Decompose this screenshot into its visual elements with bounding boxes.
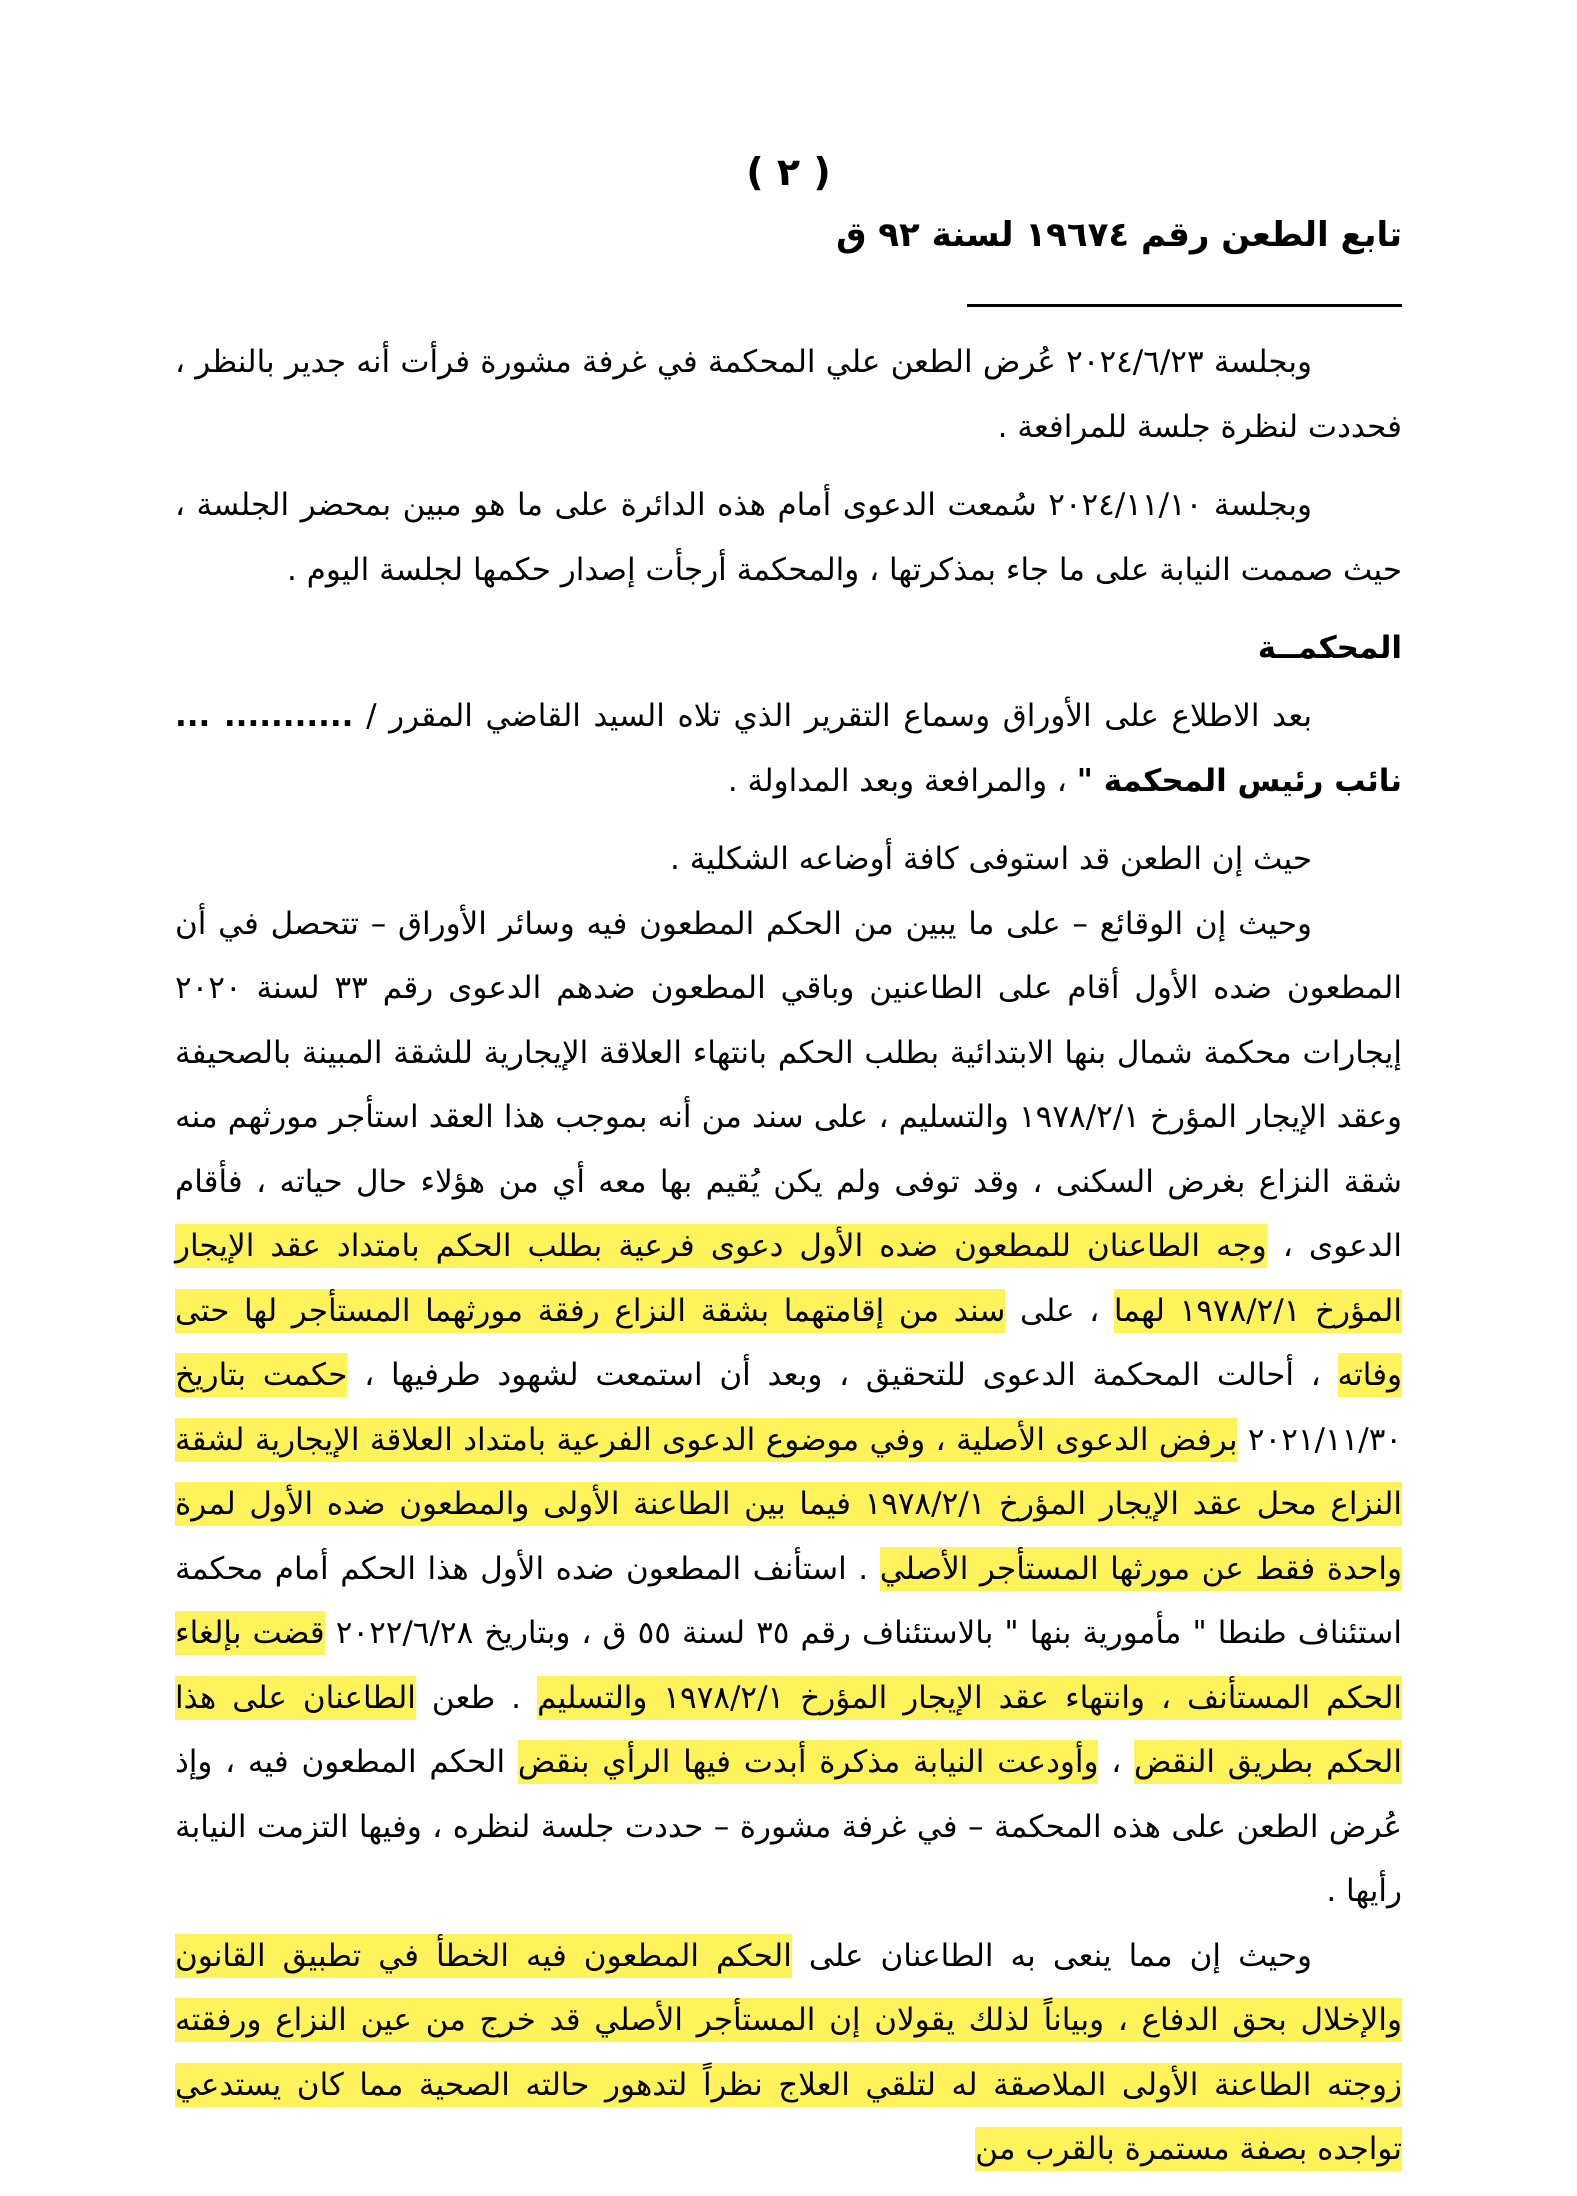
- facts-text-b: ، على: [1005, 1292, 1114, 1329]
- judge-title: ........... ... نائب رئيس المحكمة ": [175, 698, 1402, 799]
- highlight-ruled-on: حكمت بتاريخ: [175, 1353, 347, 1397]
- facts-text-g: ،: [1098, 1744, 1134, 1780]
- highlight-cassation: الطاعنان على هذا الحكم بطريق النقض: [175, 1676, 1402, 1785]
- highlight-prosecution: وأودعت النيابة مذكرة أبدت فيها الرأي بنقض: [518, 1740, 1099, 1784]
- page-number: ( ٢ ): [746, 150, 831, 194]
- paragraph-facts: [175, 892, 1402, 1924]
- facts-text-f: . طعن: [415, 1679, 538, 1716]
- document-body: [175, 330, 1402, 2196]
- facts-text-d: ٢٠٢١/١١/٣٠: [1237, 1421, 1402, 1458]
- facts-text-h: الحكم المطعون فيه ، وإذ عُرض الطعن على هذه المحكمة – في غرفة مشورة – حددت جلسة لنظره ، وفيها التزمت النيابة رأيها .: [175, 1744, 1402, 1909]
- paragraph-grounds: [175, 1924, 1402, 2182]
- case-title: تابع الطعن رقم ١٩٦٧٤ لسنة ٩٢ ق: [836, 215, 1402, 255]
- review-text-2: ، والمرافعة وبعد المداولة .: [727, 762, 1077, 799]
- paragraph-formal: حيث إن الطعن قد استوفى كافة أوضاعه الشكلية .: [670, 841, 1312, 877]
- review-text-1: بعد الاطلاع على الأوراق وسماع التقرير الذي تلاه السيد القاضي المقرر /: [353, 698, 1312, 734]
- highlight-counterclaim: وجه الطاعنان للمطعون ضده الأول دعوى فرعية بطلب الحكم بامتداد عقد الإيجار المؤرخ ١٩٧٨/٢/١ لهما: [175, 1224, 1402, 1333]
- highlight-residence: سند من إقامتهما بشقة النزاع رفقة مورثهما المستأجر لها حتى وفاته: [175, 1289, 1402, 1398]
- highlight-first-ruling: برفض الدعوى الأصلية ، وفي موضوع الدعوى الفرعية بامتداد العلاقة الإيجارية لشقة النزاع محل عقد الإيجار المؤرخ ١٩٧٨/٢/١ فيما بين الطاعنة الأولى والمطعون ضده الأول لمرة واحدة فقط عن مورثها المستأجر الأصلي: [175, 1418, 1402, 1591]
- paragraph-hearing-2: وبجلسة ٢٠٢٤/١١/١٠ سُمعت الدعوى أمام هذه الدائرة على ما هو مبين بمحضر الجلسة ، حيث صممت النيابة على ما جاء بمذكرتها ، والمحكمة أرجأت إصدار حكمها لجلسة اليوم .: [175, 487, 1402, 588]
- highlight-grounds: الحكم المطعون فيه الخطأ في تطبيق القانون والإخلال بحق الدفاع ، وبياناً لذلك يقولان إن المستأجر الأصلي قد خرج من عين النزاع ورفقته زوجته الطاعنة الأولى الملاصقة له لتلقي العلاج نظراً لتدهور حالته الصحية مما كان يستدعي تواجده بصفة مستمرة بالقرب من: [175, 1934, 1402, 2172]
- highlight-appeal-ruling: قضت بإلغاء الحكم المستأنف ، وانتهاء عقد الإيجار المؤرخ ١٩٧٨/٢/١ والتسليم: [175, 1611, 1402, 1720]
- paragraph-review: [175, 684, 1402, 813]
- facts-text-a: وحيث إن الوقائع – على ما يبين من الحكم المطعون فيه وسائر الأوراق – تتحصل في أن المطعون ضده الأول أقام على الطاعنين وباقي المطعون ضدهم الدعوى رقم ٣٣ لسنة ٢٠٢٠ إيجارات محكمة شمال بنها الابتدائية بطلب الحكم بانتهاء العلاقة الإيجارية للشقة المبينة بالصحيفة وعقد الإيجار المؤرخ ١٩٧٨/٢/١ والتسليم ، على سند من أنه بموجب هذا العقد استأجر مورثهم منه شقة النزاع بغرض السكنى ، وقد توفى ولم يكن يُقيم بها معه أي من هؤلاء حال حياته ، فأقام الدعوى ،: [175, 905, 1403, 1264]
- grounds-text-a: وحيث إن مما ينعى به الطاعنان على: [791, 1937, 1313, 1974]
- facts-text-e: . استأنف المطعون ضده الأول هذا الحكم أمام محكمة استئناف طنطا " مأمورية بنها " بالاستئناف رقم ٣٥ لسنة ٥٥ ق ، وبتاريخ ٢٠٢٢/٦/٢٨: [175, 1550, 1402, 1651]
- title-underline: [967, 304, 1402, 307]
- section-heading-court: المحكمــة: [1257, 630, 1402, 666]
- paragraph-hearing-1: وبجلسة ٢٠٢٤/٦/٢٣ عُرض الطعن علي المحكمة في غرفة مشورة فرأت أنه جدير بالنظر ، فحددت لنظرة جلسة للمرافعة .: [175, 344, 1402, 445]
- facts-text-c: ، أحالت المحكمة الدعوى للتحقيق ، وبعد أن استمعت لشهود طرفيها ،: [347, 1357, 1338, 1393]
